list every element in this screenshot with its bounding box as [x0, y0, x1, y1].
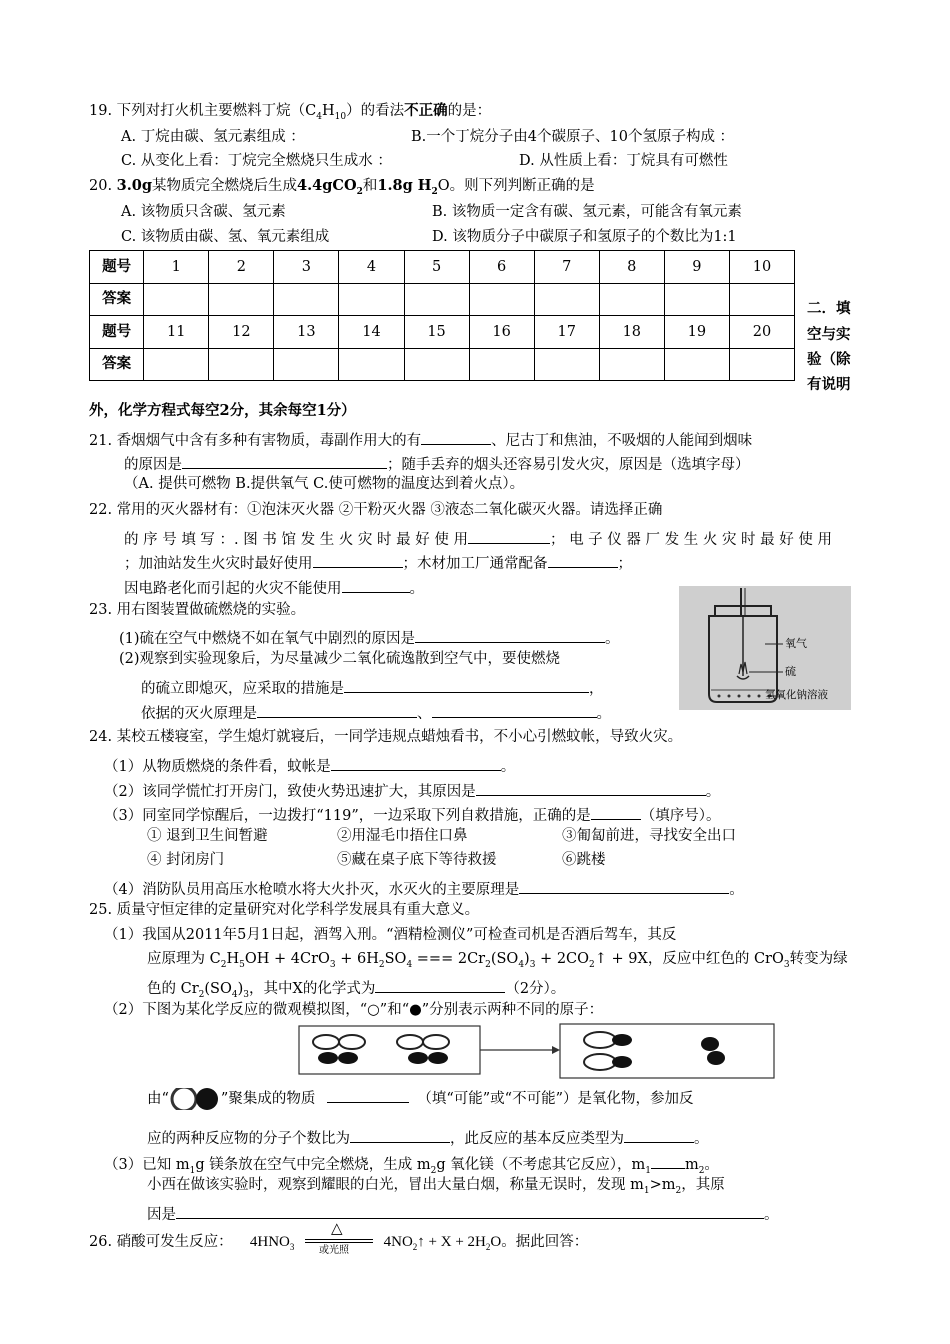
blank[interactable]	[331, 755, 501, 771]
answer-cell[interactable]	[144, 348, 209, 381]
q25-line1: 25. 质量守恒定律的定量研究对化学科学发展具有重大意义。	[89, 902, 480, 918]
q20-option-d: D. 该物质分子中碳原子和氢原子的个数比为1:1	[432, 229, 737, 245]
q20-option-c: C. 该物质由碳、氢、氧元素组成	[121, 229, 330, 245]
reaction-micro-diagram	[298, 1020, 776, 1084]
q25-line9: 小西在做该实验时，观察到耀眼的白光，冒出大量白烟，称量无误时，发现 $m_1>m_2$，其原	[147, 1177, 725, 1196]
blank[interactable]	[375, 977, 505, 993]
q25-line8: （3）已知 $m_1g$ 镁条放在空气中完全燃烧，生成 $m_2g$ 氧化镁（不考虑其它反应），$m_1$ $m_2$。	[104, 1153, 719, 1176]
question-number: 7	[534, 251, 599, 284]
blank[interactable]	[313, 552, 403, 568]
answer-cell[interactable]	[664, 283, 729, 316]
blank[interactable]	[342, 577, 410, 593]
q23-line4: 的硫立即熄灭，应采取的措施是 ，	[141, 677, 604, 697]
answer-label: 答案	[90, 283, 144, 316]
table-row	[90, 283, 795, 316]
question-number: 12	[209, 316, 274, 349]
q24-line3: （2）该同学慌忙打开房门，致使火势迅速扩大，其原因是 。	[104, 780, 720, 800]
q25-equation: 应原理为 $C_2H_5OH + 4CrO_3 + 6H_2SO_4$ === $2Cr_2(SO_4)_3$ + $2CO_2↑ + 9X$，反应中红色的 CrO$_3$转变为绿	[147, 951, 848, 970]
section-heading-part4: 有说明	[807, 376, 851, 393]
question-number: 8	[599, 251, 664, 284]
q21-line3: （A. 提供可燃物 B.提供氧气 C.使可燃物的温度达到着火点）。	[124, 476, 525, 492]
question-number: 9	[664, 251, 729, 284]
blank[interactable]	[182, 453, 387, 469]
q24-line6: （4）消防队员用高压水枪喷水将大火扑灭，水灭火的主要原理是 。	[104, 878, 744, 898]
blank[interactable]	[548, 552, 618, 568]
q25-line5: （2）下图为某化学反应的微观模拟图，“○”和“●”分别表示两种不同的原子：	[104, 1002, 604, 1018]
section-heading-continued: 外，化学方程式每空2分，其余每空1分）	[89, 402, 356, 419]
answer-cell[interactable]	[404, 348, 469, 381]
answer-cell[interactable]	[209, 348, 274, 381]
heat-symbol: △	[331, 1219, 343, 1237]
answer-cell[interactable]	[339, 283, 404, 316]
q22-line2: 的 序 号 填 写 ：. 图 书 馆 发 生 火 灾 时 最 好 使 用 ； 电 子 仪 器 厂 发 生 火 灾 时 最 好 使 用	[124, 528, 832, 548]
answer-cell[interactable]	[729, 348, 794, 381]
q19-stem: 19. 下列对打火机主要燃料丁烷$(C_4H_{10})$的看法不正确的是：	[89, 102, 492, 122]
q24-line2: （1）从物质燃烧的条件看，蚊帐是 。	[104, 755, 515, 775]
question-number: 2	[209, 251, 274, 284]
q25-line7: 应的两种反应物的分子个数比为 ，此反应的基本反应类型为 。	[147, 1127, 709, 1147]
question-number: 16	[469, 316, 534, 349]
blank[interactable]	[350, 1127, 450, 1143]
header-label: 题号	[90, 251, 144, 284]
q24-line1: 24. 某校五楼寝室，学生熄灯就寝后，一同学违规点蜡烛看书，不小心引燃蚊帐，导致火灾。	[89, 729, 683, 745]
blank[interactable]	[624, 1127, 694, 1143]
question-number: 6	[469, 251, 534, 284]
q23-line5: 依据的灭火原理是 、 。	[141, 702, 611, 722]
question-number: 11	[144, 316, 209, 349]
answer-cell[interactable]	[599, 283, 664, 316]
q26-line: 26. 硝酸可发生反应： $4HNO_3$ △ 或光照 $4NO_2↑ + X + 2H_2O$。据此回答：	[89, 1219, 589, 1256]
blank[interactable]	[257, 702, 417, 718]
answer-cell[interactable]	[404, 283, 469, 316]
label-sulfur: 硫	[785, 665, 796, 678]
blank[interactable]	[468, 528, 550, 544]
condition-label: 或光照	[319, 1245, 349, 1256]
answer-cell[interactable]	[144, 283, 209, 316]
q24-option-4: ④ 封闭房门	[147, 852, 225, 868]
answer-cell[interactable]	[534, 283, 599, 316]
blank[interactable]	[327, 1087, 409, 1103]
question-number: 4	[339, 251, 404, 284]
q24-option-3: ③匍匐前进，寻找安全出口	[562, 828, 736, 844]
table-row	[90, 316, 795, 349]
answer-cell[interactable]	[274, 283, 339, 316]
question-number: 5	[404, 251, 469, 284]
answer-label: 答案	[90, 348, 144, 381]
question-number: 19	[664, 316, 729, 349]
table-row	[90, 251, 795, 284]
blank[interactable]	[176, 1203, 764, 1219]
answer-cell[interactable]	[339, 348, 404, 381]
q24-option-2: ②用湿毛巾捂住口鼻	[337, 828, 468, 844]
q24-option-5: ⑤藏在桌子底下等待救援	[337, 852, 497, 868]
answer-cell[interactable]	[599, 348, 664, 381]
answer-cell[interactable]	[534, 348, 599, 381]
q26-equation: $4HNO_3$	[249, 1234, 295, 1252]
q19-option-a: A. 丁烷由碳、氢元素组成 ：	[121, 129, 305, 145]
q23-line1: 23. 用右图装置做硫燃烧的实验。	[89, 602, 306, 618]
question-number: 10	[729, 251, 794, 284]
q25-line2: （1）我国从2011年5月1日起，酒驾入刑。“酒精检测仪”可检查司机是否酒后驾车，其反	[104, 927, 677, 943]
q22-line1: 22. 常用的灭火器材有：①泡沫灭火器 ②干粉灭火器 ③液态二氧化碳灭火器。请选择正确	[89, 502, 663, 518]
q25-line10: 因是 。	[147, 1203, 779, 1223]
q23-line2: (1)硫在空气中燃烧不如在氧气中剧烈的原因是 。	[119, 627, 620, 647]
q20-stem: 20. 3.0g某物质完全燃烧后生成4.4gCO$_2$和1.8g $H_2O$。则下列判断正确的是	[89, 177, 595, 197]
q20-option-b: B. 该物质一定含有碳、氢元素，可能含有氧元素	[432, 204, 742, 220]
question-number: 13	[274, 316, 339, 349]
sulfur-combustion-apparatus-figure	[679, 586, 851, 710]
q22-line4: 因电路老化而引起的火灾不能使用 。	[124, 577, 424, 597]
answer-cell[interactable]	[664, 348, 729, 381]
header-label: 题号	[90, 316, 144, 349]
molecule-icon	[169, 1088, 221, 1110]
blank[interactable]	[476, 780, 706, 796]
label-naoh-solution: 氢氧化钠溶液	[765, 689, 828, 701]
blank[interactable]	[344, 677, 589, 693]
q21-line2: 的原因是 ；随手丢弃的烟头还容易引发火灾，原因是（选填字母）	[124, 453, 750, 473]
q23-line3: (2)观察到实验现象后，为尽量减少二氧化硫逸散到空气中，要使燃烧	[119, 651, 561, 667]
section-heading-part2: 空与实	[807, 326, 851, 343]
q24-option-6: ⑥跳楼	[562, 852, 606, 868]
question-number: 14	[339, 316, 404, 349]
q22-line3: ；加油站发生火灾时最好使用 ；木材加工厂通常配备 ；	[124, 552, 632, 572]
answer-cell[interactable]	[469, 283, 534, 316]
q19-option-d: D. 从性质上看：丁烷具有可燃性	[519, 153, 728, 169]
blank[interactable]	[415, 627, 605, 643]
question-number: 3	[274, 251, 339, 284]
label-oxygen: 氧气	[785, 637, 807, 650]
question-number: 17	[534, 316, 599, 349]
q20-option-a: A. 该物质只含碳、氢元素	[121, 204, 286, 220]
blank[interactable]	[421, 429, 491, 445]
blank[interactable]	[591, 804, 641, 820]
q25-line4: 色的 $Cr_2(SO_4)_3$，其中X的化学式为 （2分）。	[147, 977, 565, 1000]
q19-option-b: B.一个丁烷分子由4个碳原子、10个氢原子构成 ：	[411, 129, 735, 145]
answer-cell[interactable]	[729, 283, 794, 316]
blank[interactable]	[432, 702, 597, 718]
section-heading-part1: 二．填	[807, 300, 851, 317]
answer-cell[interactable]	[209, 283, 274, 316]
q19-option-c: C. 从变化上看：丁烷完全燃烧只生成水 ：	[121, 153, 392, 169]
question-number: 20	[729, 316, 794, 349]
reaction-condition-arrow	[305, 1219, 373, 1256]
q24-option-1: ① 退到卫生间暂避	[147, 828, 268, 844]
q25-line6: 由“ ”聚集成的物质 （填“可能”或“不可能”）是氧化物，参加反	[147, 1087, 694, 1110]
blank[interactable]	[651, 1153, 685, 1169]
q24-line4: （3）同室同学惊醒后，一边拨打“119”，一边采取下列自救措施，正确的是 （填序号）。	[104, 804, 720, 824]
question-number: 18	[599, 316, 664, 349]
answer-cell[interactable]	[469, 348, 534, 381]
question-number: 15	[404, 316, 469, 349]
section-heading-part3: 验（除	[807, 351, 851, 368]
question-number: 1	[144, 251, 209, 284]
table-row	[90, 348, 795, 381]
q21-line1: 21. 香烟烟气中含有多种有害物质，毒副作用大的有 、尼古丁和焦油，不吸烟的人能闻到烟味	[89, 429, 752, 449]
blank[interactable]	[519, 878, 729, 894]
answer-cell[interactable]	[274, 348, 339, 381]
answer-table	[89, 250, 795, 381]
